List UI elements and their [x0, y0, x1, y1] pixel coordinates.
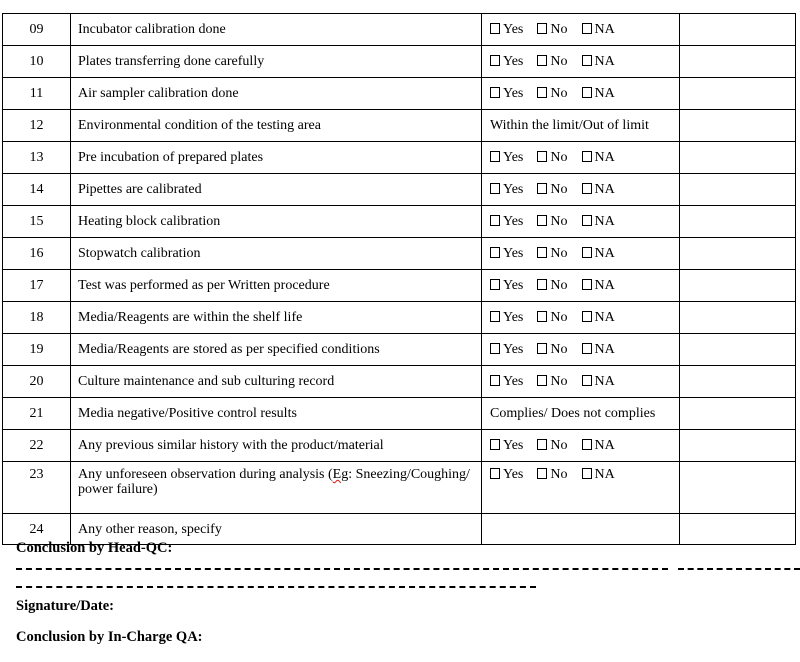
checkbox-na[interactable]: [582, 86, 615, 101]
checkbox-no[interactable]: [537, 54, 567, 69]
row-response: [482, 238, 680, 270]
row-number: 17: [3, 270, 71, 302]
row-number: 21: [3, 398, 71, 430]
checkbox-label: NA: [594, 182, 615, 197]
table-row: [3, 238, 796, 270]
checkbox-square-icon[interactable]: [582, 183, 592, 194]
row-response: [482, 78, 680, 110]
checkbox-label: Yes: [503, 246, 524, 261]
checkbox-square-icon[interactable]: [582, 23, 592, 34]
row-response: Complies/ Does not complies: [482, 398, 680, 430]
row-description: Any other reason, specify: [71, 514, 482, 545]
row-description: Test was performed as per Written procedure: [71, 270, 482, 302]
checkbox-label: NA: [594, 374, 615, 389]
checkbox-yes[interactable]: [490, 246, 523, 261]
checkbox-square-icon[interactable]: [490, 343, 500, 354]
checkbox-no[interactable]: [537, 467, 567, 482]
row-remarks[interactable]: [680, 142, 796, 174]
checkbox-square-icon[interactable]: [537, 247, 547, 258]
checkbox-yes[interactable]: [490, 278, 523, 293]
checkbox-label: Yes: [503, 22, 524, 37]
checkbox-label: No: [550, 22, 568, 37]
checkbox-yes[interactable]: [490, 438, 523, 453]
checkbox-square-icon[interactable]: [490, 183, 500, 194]
checklist-table: [2, 13, 796, 545]
row-remarks[interactable]: [680, 238, 796, 270]
table-row: [3, 270, 796, 302]
checkbox-label: Yes: [503, 150, 524, 165]
checkbox-label: No: [550, 278, 568, 293]
checkbox-square-icon[interactable]: [490, 87, 500, 98]
checkbox-label: NA: [594, 86, 615, 101]
checkbox-label: Yes: [503, 342, 524, 357]
table-row: [3, 206, 796, 238]
row-response: [482, 302, 680, 334]
checkbox-square-icon[interactable]: [490, 23, 500, 34]
checkbox-square-icon[interactable]: [582, 151, 592, 162]
checkbox-label: No: [550, 438, 568, 453]
checkbox-square-icon[interactable]: [537, 468, 547, 479]
row-remarks[interactable]: [680, 270, 796, 302]
checkbox-square-icon[interactable]: [490, 55, 500, 66]
checkbox-yes[interactable]: [490, 467, 523, 482]
checkbox-square-icon[interactable]: [582, 343, 592, 354]
checkbox-square-icon[interactable]: [537, 151, 547, 162]
checkbox-na[interactable]: [582, 22, 615, 37]
checkbox-label: NA: [594, 22, 615, 37]
checkbox-label: NA: [594, 54, 615, 69]
checkbox-square-icon[interactable]: [582, 311, 592, 322]
checkbox-yes[interactable]: [490, 374, 523, 389]
checkbox-label: No: [550, 214, 568, 229]
row-remarks[interactable]: [680, 14, 796, 46]
row-response: [482, 430, 680, 462]
row-description: Environmental condition of the testing area: [71, 110, 482, 142]
row-number: 10: [3, 46, 71, 78]
checkbox-no[interactable]: [537, 278, 567, 293]
row-number: 22: [3, 430, 71, 462]
checkbox-na[interactable]: [582, 182, 615, 197]
row-description: Stopwatch calibration: [71, 238, 482, 270]
row-remarks[interactable]: [680, 206, 796, 238]
row-response: [482, 206, 680, 238]
row-number: 18: [3, 302, 71, 334]
row-response: Within the limit/Out of limit: [482, 110, 680, 142]
table-row: [3, 142, 796, 174]
checkbox-square-icon[interactable]: [537, 183, 547, 194]
row-description: Media negative/Positive control results: [71, 398, 482, 430]
checkbox-label: NA: [594, 438, 615, 453]
checkbox-label: Yes: [503, 374, 524, 389]
checkbox-label: Yes: [503, 54, 524, 69]
checkbox-label: No: [550, 54, 568, 69]
checkbox-yes[interactable]: [490, 182, 523, 197]
conclusion-head-qc-line-1a: [16, 568, 668, 570]
checkbox-label: No: [550, 374, 568, 389]
checkbox-no[interactable]: [537, 150, 567, 165]
checkbox-no[interactable]: [537, 438, 567, 453]
checkbox-square-icon[interactable]: [537, 215, 547, 226]
checkbox-no[interactable]: [537, 86, 567, 101]
checkbox-square-icon[interactable]: [490, 247, 500, 258]
row-remarks[interactable]: [680, 462, 796, 514]
checkbox-square-icon[interactable]: [537, 439, 547, 450]
row-remarks[interactable]: [680, 366, 796, 398]
checkbox-label: Yes: [503, 438, 524, 453]
checkbox-na[interactable]: [582, 246, 615, 261]
checkbox-na[interactable]: [582, 278, 615, 293]
checkbox-no[interactable]: [537, 246, 567, 261]
row-response: [482, 514, 680, 545]
checkbox-na[interactable]: [582, 342, 615, 357]
checkbox-square-icon[interactable]: [490, 215, 500, 226]
table-row: [3, 366, 796, 398]
checkbox-label: NA: [594, 214, 615, 229]
checkbox-yes[interactable]: [490, 342, 523, 357]
description-part: : Sneezing/Coughing/ power failure): [78, 467, 470, 497]
checkbox-label: NA: [594, 246, 615, 261]
checkbox-yes[interactable]: [490, 54, 523, 69]
table-row: [3, 78, 796, 110]
row-description: Pipettes are calibrated: [71, 174, 482, 206]
checkbox-square-icon[interactable]: [490, 311, 500, 322]
checkbox-square-icon[interactable]: [582, 375, 592, 386]
checkbox-yes[interactable]: [490, 214, 523, 229]
row-description: Heating block calibration: [71, 206, 482, 238]
checkbox-square-icon[interactable]: [582, 439, 592, 450]
checkbox-square-icon[interactable]: [582, 87, 592, 98]
checkbox-no[interactable]: [537, 342, 567, 357]
table-row: [3, 430, 796, 462]
row-response: [482, 270, 680, 302]
checkbox-na[interactable]: [582, 374, 615, 389]
checkbox-label: Yes: [503, 278, 524, 293]
row-description: Plates transferring done carefully: [71, 46, 482, 78]
checkbox-square-icon[interactable]: [490, 151, 500, 162]
checkbox-label: NA: [594, 150, 615, 165]
row-response: [482, 334, 680, 366]
row-number: 13: [3, 142, 71, 174]
checkbox-square-icon[interactable]: [490, 279, 500, 290]
row-number: 09: [3, 14, 71, 46]
row-number: 24: [3, 514, 71, 545]
table-row: [3, 302, 796, 334]
checkbox-label: Yes: [503, 214, 524, 229]
checkbox-na[interactable]: [582, 150, 615, 165]
checkbox-label: No: [550, 246, 568, 261]
checkbox-yes[interactable]: [490, 86, 523, 101]
row-remarks[interactable]: [680, 174, 796, 206]
checkbox-label: No: [550, 86, 568, 101]
checkbox-no[interactable]: [537, 214, 567, 229]
row-response: [482, 142, 680, 174]
row-number: 23: [3, 462, 71, 514]
checkbox-square-icon[interactable]: [582, 247, 592, 258]
checkbox-no[interactable]: [537, 182, 567, 197]
checkbox-label: No: [550, 310, 568, 325]
checkbox-no[interactable]: [537, 374, 567, 389]
row-response: [482, 462, 680, 514]
checkbox-square-icon[interactable]: [537, 343, 547, 354]
checkbox-na[interactable]: [582, 467, 615, 482]
checkbox-no[interactable]: [537, 22, 567, 37]
row-description: Incubator calibration done: [71, 14, 482, 46]
row-remarks[interactable]: [680, 334, 796, 366]
checkbox-label: NA: [594, 467, 615, 482]
checkbox-na[interactable]: [582, 54, 615, 69]
row-remarks[interactable]: [680, 430, 796, 462]
checkbox-label: Yes: [503, 310, 524, 325]
checkbox-square-icon[interactable]: [582, 279, 592, 290]
row-description: Media/Reagents are stored as per specified conditions: [71, 334, 482, 366]
row-remarks[interactable]: [680, 110, 796, 142]
row-number: 14: [3, 174, 71, 206]
table-row: [3, 14, 796, 46]
checkbox-square-icon[interactable]: [537, 23, 547, 34]
row-remarks[interactable]: [680, 46, 796, 78]
checkbox-label: NA: [594, 342, 615, 357]
checkbox-square-icon[interactable]: [537, 311, 547, 322]
checkbox-square-icon[interactable]: [582, 55, 592, 66]
conclusion-incharge-qa-label: Conclusion by In-Charge QA:: [16, 629, 203, 645]
table-row: [3, 174, 796, 206]
checkbox-square-icon[interactable]: [490, 375, 500, 386]
checkbox-square-icon[interactable]: [537, 87, 547, 98]
checkbox-square-icon[interactable]: [490, 439, 500, 450]
row-number: 19: [3, 334, 71, 366]
checkbox-label: No: [550, 182, 568, 197]
misspelled-word: Eg: [332, 467, 349, 482]
checkbox-square-icon[interactable]: [490, 468, 500, 479]
conclusion-head-qc-label: Conclusion by Head-QC:: [16, 540, 173, 556]
row-response: [482, 366, 680, 398]
checkbox-label: NA: [594, 310, 615, 325]
row-remarks[interactable]: [680, 78, 796, 110]
checkbox-yes[interactable]: [490, 310, 523, 325]
row-description: [71, 462, 482, 514]
table-row: [3, 46, 796, 78]
row-remarks[interactable]: [680, 302, 796, 334]
checkbox-square-icon[interactable]: [537, 375, 547, 386]
row-description: Media/Reagents are within the shelf life: [71, 302, 482, 334]
checkbox-label: Yes: [503, 86, 524, 101]
checkbox-yes[interactable]: [490, 22, 523, 37]
row-description: Any previous similar history with the product/material: [71, 430, 482, 462]
table-row: [3, 334, 796, 366]
row-response: [482, 46, 680, 78]
row-number: 20: [3, 366, 71, 398]
checkbox-label: Yes: [503, 182, 524, 197]
checkbox-na[interactable]: [582, 310, 615, 325]
row-description: Air sampler calibration done: [71, 78, 482, 110]
checkbox-square-icon[interactable]: [582, 215, 592, 226]
checkbox-label: NA: [594, 278, 615, 293]
checkbox-na[interactable]: [582, 214, 615, 229]
table-row: [3, 110, 796, 142]
row-number: 15: [3, 206, 71, 238]
checkbox-label: Yes: [503, 467, 524, 482]
checkbox-square-icon[interactable]: [537, 55, 547, 66]
checkbox-label: No: [550, 342, 568, 357]
table-row: [3, 398, 796, 430]
checkbox-square-icon[interactable]: [582, 468, 592, 479]
signature-date-label: Signature/Date:: [16, 598, 115, 614]
conclusion-head-qc-line-2: [16, 586, 536, 588]
checkbox-square-icon[interactable]: [537, 279, 547, 290]
row-description: Culture maintenance and sub culturing record: [71, 366, 482, 398]
checkbox-no[interactable]: [537, 310, 567, 325]
row-remarks[interactable]: [680, 514, 796, 545]
checkbox-na[interactable]: [582, 438, 615, 453]
checkbox-label: No: [550, 467, 568, 482]
checkbox-yes[interactable]: [490, 150, 523, 165]
table-row: [3, 462, 796, 514]
checkbox-label: No: [550, 150, 568, 165]
row-description: Pre incubation of prepared plates: [71, 142, 482, 174]
conclusion-head-qc-line-1b: [678, 568, 800, 570]
row-number: 11: [3, 78, 71, 110]
description-part: Any unforeseen observation during analysis (: [78, 467, 333, 482]
row-number: 16: [3, 238, 71, 270]
row-remarks[interactable]: [680, 398, 796, 430]
row-number: 12: [3, 110, 71, 142]
row-response: [482, 14, 680, 46]
row-response: [482, 174, 680, 206]
